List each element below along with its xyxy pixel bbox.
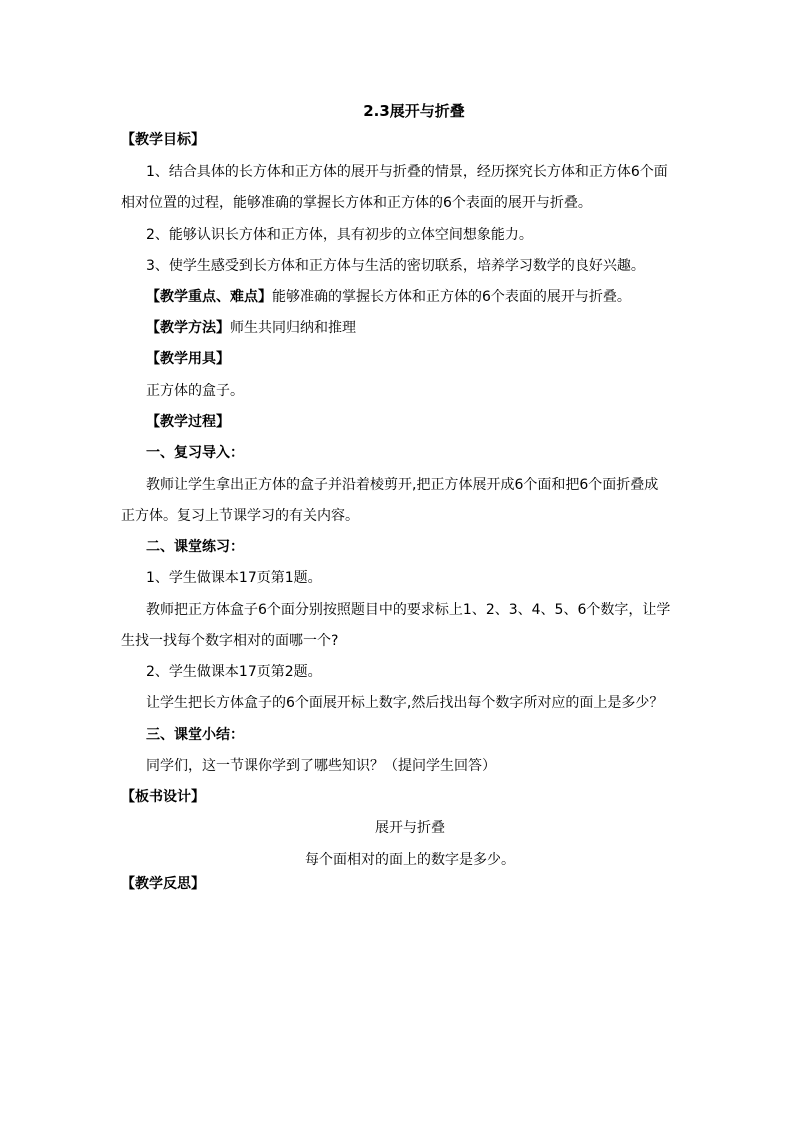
summary-heading: 三、课堂小结：	[146, 727, 244, 743]
tools-heading: 【教学用具】	[146, 351, 230, 367]
objective-line: 3、使学生感受到长方体和正方体与生活的密切联系，培养学习数学的良好兴趣。	[146, 258, 645, 274]
practice-line: 1、学生做课本17页第1题。	[146, 570, 322, 586]
objective-line: 2、能够认识长方体和正方体，具有初步的立体空间想象能力。	[146, 227, 533, 243]
keypoints-text: 能够准确的掌握长方体和正方体的6个表面的展开与折叠。	[272, 289, 631, 305]
page-title: 2.3展开与折叠	[363, 102, 465, 120]
board-heading: 【板书设计】	[121, 789, 205, 805]
keypoints-heading: 【教学重点、难点】	[146, 289, 272, 305]
practice-line: 生找一找每个数字相对的面哪一个?	[121, 633, 339, 649]
method-text: 师生共同归纳和推理	[230, 320, 356, 336]
method-paragraph	[146, 319, 356, 337]
practice-line: 让学生把长方体盒子的6个面展开标上数字,然后找出每个数字所对应的面上是多少？	[146, 695, 664, 711]
objective-line: 1、结合具体的长方体和正方体的展开与折叠的情景，经历探究长方体和正方体6个面	[146, 164, 668, 180]
board-title: 展开与折叠	[375, 820, 445, 836]
method-heading: 【教学方法】	[146, 320, 230, 336]
review-heading: 一、复习导入：	[146, 445, 244, 461]
tools-text: 正方体的盒子。	[146, 383, 244, 399]
objective-line: 相对位置的过程，能够准确的掌握长方体和正方体的6个表面的展开与折叠。	[121, 195, 592, 211]
process-heading: 【教学过程】	[146, 414, 230, 430]
objectives-heading: 【教学目标】	[121, 132, 205, 148]
practice-heading: 二、课堂练习：	[146, 539, 244, 555]
practice-line: 教师把正方体盒子6个面分别按照题目中的要求标上1、2、3、4、5、6个数字，让学	[146, 602, 671, 618]
keypoints-paragraph	[146, 288, 631, 306]
review-line: 教师让学生拿出正方体的盒子并沿着棱剪开,把正方体展开成6个面和把6个面折叠成	[146, 477, 659, 493]
board-content: 每个面相对的面上的数字是多少。	[305, 852, 515, 868]
reflection-heading: 【教学反思】	[121, 876, 205, 892]
summary-line: 同学们，这一节课你学到了哪些知识？（提问学生回答）	[146, 758, 496, 774]
review-line: 正方体。复习上节课学习的有关内容。	[121, 508, 359, 524]
practice-line: 2、学生做课本17页第2题。	[146, 664, 322, 680]
